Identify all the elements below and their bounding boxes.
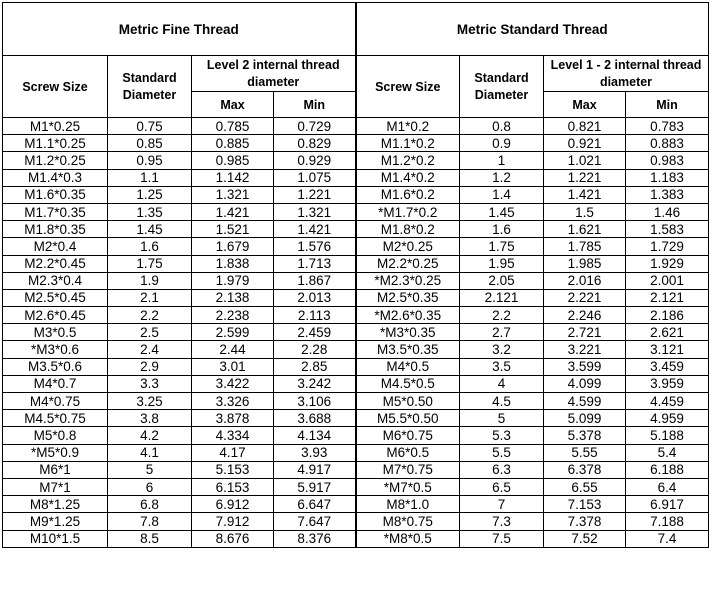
fine-min-cell: 6.647 xyxy=(274,496,356,513)
fine-screw-size-cell: M1.6*0.35 xyxy=(3,186,108,203)
standard-standard-diameter-cell: 7.3 xyxy=(460,513,544,530)
fine-screw-size-cell: M1.8*0.35 xyxy=(3,221,108,238)
standard-max-cell: 7.153 xyxy=(544,496,626,513)
standard-standard-diameter-cell: 1.45 xyxy=(460,203,544,220)
fine-screw-size-cell: M2.2*0.45 xyxy=(3,255,108,272)
standard-standard-diameter-cell: 5.3 xyxy=(460,427,544,444)
fine-standard-diameter-cell: 6.8 xyxy=(108,496,192,513)
fine-min-cell: 1.421 xyxy=(274,221,356,238)
fine-standard-diameter-cell: 4.2 xyxy=(108,427,192,444)
fine-max-cell: 4.334 xyxy=(192,427,274,444)
table-row xyxy=(3,255,709,272)
table-row xyxy=(3,118,709,135)
fine-screw-size-cell: M4*0.75 xyxy=(3,393,108,410)
standard-max-cell: 6.55 xyxy=(544,478,626,495)
header-row-1 xyxy=(3,56,709,92)
standard-standard-diameter-cell: 2.121 xyxy=(460,289,544,306)
title-row xyxy=(3,3,709,56)
table-row xyxy=(3,375,709,392)
table-row xyxy=(3,427,709,444)
table-body xyxy=(3,118,709,548)
standard-min-cell: 7.188 xyxy=(626,513,709,530)
fine-min-cell: 1.867 xyxy=(274,272,356,289)
table-row xyxy=(3,324,709,341)
fine-internal-diameter-header: Level 2 internal thread diameter xyxy=(192,56,356,92)
fine-screw-size-cell: M1.4*0.3 xyxy=(3,169,108,186)
table-row xyxy=(3,289,709,306)
fine-screw-size-cell: M10*1.5 xyxy=(3,530,108,547)
standard-min-cell: 1.46 xyxy=(626,203,709,220)
table-row xyxy=(3,496,709,513)
standard-screw-size-cell: M4.5*0.5 xyxy=(356,375,460,392)
standard-screw-size-cell: *M8*0.5 xyxy=(356,530,460,547)
table-row xyxy=(3,221,709,238)
fine-min-cell: 2.013 xyxy=(274,289,356,306)
standard-screw-size-cell: M1.1*0.2 xyxy=(356,135,460,152)
standard-screw-size-cell: M3.5*0.35 xyxy=(356,341,460,358)
fine-min-cell: 4.134 xyxy=(274,427,356,444)
fine-standard-diameter-cell: 0.95 xyxy=(108,152,192,169)
fine-max-cell: 1.142 xyxy=(192,169,274,186)
fine-max-cell: 2.138 xyxy=(192,289,274,306)
standard-screw-size-cell: M5*0.50 xyxy=(356,393,460,410)
standard-max-cell: 1.021 xyxy=(544,152,626,169)
standard-standard-diameter-cell: 4.5 xyxy=(460,393,544,410)
fine-standard-diameter-cell: 7.8 xyxy=(108,513,192,530)
fine-min-cell: 0.729 xyxy=(274,118,356,135)
standard-max-cell: 5.099 xyxy=(544,410,626,427)
standard-standard-diameter-cell: 4 xyxy=(460,375,544,392)
table-row xyxy=(3,135,709,152)
fine-standard-diameter-cell: 1.35 xyxy=(108,203,192,220)
standard-screw-size-cell: M2.5*0.35 xyxy=(356,289,460,306)
fine-standard-diameter-cell: 1.45 xyxy=(108,221,192,238)
fine-max-cell: 1.679 xyxy=(192,238,274,255)
standard-min-cell: 1.383 xyxy=(626,186,709,203)
fine-min-cell: 3.106 xyxy=(274,393,356,410)
standard-internal-diameter-header: Level 1 - 2 internal thread diameter xyxy=(544,56,709,92)
fine-min-cell: 3.93 xyxy=(274,444,356,461)
standard-min-cell: 1.583 xyxy=(626,221,709,238)
standard-max-cell: 3.221 xyxy=(544,341,626,358)
standard-screw-size-cell: M8*0.75 xyxy=(356,513,460,530)
table-row xyxy=(3,513,709,530)
table-row xyxy=(3,152,709,169)
standard-standard-diameter-cell: 1 xyxy=(460,152,544,169)
fine-screw-size-cell: M4*0.7 xyxy=(3,375,108,392)
standard-screw-size-cell: M2*0.25 xyxy=(356,238,460,255)
fine-max-cell: 1.979 xyxy=(192,272,274,289)
standard-max-cell: 2.246 xyxy=(544,307,626,324)
fine-standard-diameter-cell: 4.1 xyxy=(108,444,192,461)
fine-max-cell: 1.421 xyxy=(192,203,274,220)
standard-standard-diameter-cell: 3.2 xyxy=(460,341,544,358)
table-row xyxy=(3,444,709,461)
fine-screw-size-cell: M6*1 xyxy=(3,461,108,478)
standard-standard-diameter-cell: 2.05 xyxy=(460,272,544,289)
standard-min-cell: 6.917 xyxy=(626,496,709,513)
table-row xyxy=(3,461,709,478)
fine-screw-size-cell: M3.5*0.6 xyxy=(3,358,108,375)
fine-min-cell: 1.075 xyxy=(274,169,356,186)
fine-min-cell: 2.85 xyxy=(274,358,356,375)
standard-standard-diameter-cell: 5.5 xyxy=(460,444,544,461)
standard-screw-size-cell: M7*0.75 xyxy=(356,461,460,478)
standard-min-cell: 2.001 xyxy=(626,272,709,289)
standard-max-cell: 6.378 xyxy=(544,461,626,478)
standard-max-cell: 4.599 xyxy=(544,393,626,410)
fine-max-cell: 4.17 xyxy=(192,444,274,461)
fine-min-cell: 1.221 xyxy=(274,186,356,203)
standard-min-cell: 7.4 xyxy=(626,530,709,547)
standard-max-cell: 7.52 xyxy=(544,530,626,547)
standard-max-header: Max xyxy=(544,92,626,118)
standard-max-cell: 0.821 xyxy=(544,118,626,135)
fine-min-cell: 0.829 xyxy=(274,135,356,152)
standard-screw-size-cell: M2.2*0.25 xyxy=(356,255,460,272)
fine-standard-diameter-header: Standard Diameter xyxy=(108,56,192,118)
table-row xyxy=(3,186,709,203)
standard-max-cell: 1.5 xyxy=(544,203,626,220)
fine-min-cell: 1.576 xyxy=(274,238,356,255)
fine-screw-size-cell: M8*1.25 xyxy=(3,496,108,513)
standard-screw-size-cell: M4*0.5 xyxy=(356,358,460,375)
fine-standard-diameter-cell: 2.5 xyxy=(108,324,192,341)
standard-max-cell: 2.221 xyxy=(544,289,626,306)
standard-min-cell: 5.4 xyxy=(626,444,709,461)
table-row xyxy=(3,393,709,410)
standard-max-cell: 1.985 xyxy=(544,255,626,272)
fine-max-cell: 2.599 xyxy=(192,324,274,341)
fine-min-cell: 4.917 xyxy=(274,461,356,478)
fine-max-cell: 0.985 xyxy=(192,152,274,169)
fine-min-cell: 5.917 xyxy=(274,478,356,495)
fine-min-cell: 3.242 xyxy=(274,375,356,392)
standard-max-cell: 3.599 xyxy=(544,358,626,375)
standard-standard-diameter-cell: 2.2 xyxy=(460,307,544,324)
fine-standard-diameter-cell: 2.2 xyxy=(108,307,192,324)
fine-max-cell: 6.153 xyxy=(192,478,274,495)
fine-standard-diameter-cell: 1.25 xyxy=(108,186,192,203)
standard-screw-size-cell: *M1.7*0.2 xyxy=(356,203,460,220)
fine-standard-diameter-cell: 2.1 xyxy=(108,289,192,306)
fine-min-cell: 1.321 xyxy=(274,203,356,220)
standard-screw-size-cell: M1.8*0.2 xyxy=(356,221,460,238)
fine-standard-diameter-cell: 1.6 xyxy=(108,238,192,255)
standard-min-header: Min xyxy=(626,92,709,118)
fine-screw-size-cell: M1*0.25 xyxy=(3,118,108,135)
standard-min-cell: 0.783 xyxy=(626,118,709,135)
fine-max-cell: 1.838 xyxy=(192,255,274,272)
fine-standard-diameter-cell: 5 xyxy=(108,461,192,478)
standard-screw-size-cell: *M2.6*0.35 xyxy=(356,307,460,324)
table-row xyxy=(3,478,709,495)
fine-max-cell: 3.01 xyxy=(192,358,274,375)
table-row xyxy=(3,410,709,427)
fine-min-cell: 8.376 xyxy=(274,530,356,547)
fine-min-cell: 7.647 xyxy=(274,513,356,530)
fine-max-cell: 8.676 xyxy=(192,530,274,547)
fine-max-cell: 6.912 xyxy=(192,496,274,513)
standard-screw-size-cell: M1*0.2 xyxy=(356,118,460,135)
fine-standard-diameter-cell: 6 xyxy=(108,478,192,495)
standard-max-cell: 7.378 xyxy=(544,513,626,530)
standard-min-cell: 1.729 xyxy=(626,238,709,255)
standard-min-cell: 2.186 xyxy=(626,307,709,324)
standard-screw-size-cell: M6*0.75 xyxy=(356,427,460,444)
fine-standard-diameter-cell: 0.85 xyxy=(108,135,192,152)
fine-screw-size-cell: M1.2*0.25 xyxy=(3,152,108,169)
standard-standard-diameter-cell: 5 xyxy=(460,410,544,427)
fine-standard-diameter-cell: 1.75 xyxy=(108,255,192,272)
standard-min-cell: 6.188 xyxy=(626,461,709,478)
fine-screw-size-cell: M9*1.25 xyxy=(3,513,108,530)
standard-min-cell: 2.121 xyxy=(626,289,709,306)
fine-min-cell: 2.459 xyxy=(274,324,356,341)
fine-screw-size-cell: M2*0.4 xyxy=(3,238,108,255)
standard-max-cell: 1.221 xyxy=(544,169,626,186)
table-row xyxy=(3,530,709,547)
standard-screw-size-cell: M1.2*0.2 xyxy=(356,152,460,169)
table-row xyxy=(3,307,709,324)
standard-screw-size-cell: M5.5*0.50 xyxy=(356,410,460,427)
standard-standard-diameter-cell: 1.4 xyxy=(460,186,544,203)
fine-screw-size-cell: M7*1 xyxy=(3,478,108,495)
standard-standard-diameter-cell: 1.6 xyxy=(460,221,544,238)
standard-min-cell: 4.459 xyxy=(626,393,709,410)
fine-screw-size-cell: M2.3*0.4 xyxy=(3,272,108,289)
fine-screw-size-cell: M2.6*0.45 xyxy=(3,307,108,324)
fine-max-cell: 3.326 xyxy=(192,393,274,410)
fine-max-cell: 0.885 xyxy=(192,135,274,152)
fine-max-cell: 7.912 xyxy=(192,513,274,530)
standard-min-cell: 2.621 xyxy=(626,324,709,341)
standard-min-cell: 3.121 xyxy=(626,341,709,358)
standard-screw-size-header: Screw Size xyxy=(356,56,460,118)
fine-standard-diameter-cell: 2.9 xyxy=(108,358,192,375)
standard-max-cell: 1.421 xyxy=(544,186,626,203)
standard-min-cell: 5.188 xyxy=(626,427,709,444)
fine-min-cell: 3.688 xyxy=(274,410,356,427)
fine-screw-size-cell: M4.5*0.75 xyxy=(3,410,108,427)
fine-min-header: Min xyxy=(274,92,356,118)
standard-min-cell: 6.4 xyxy=(626,478,709,495)
fine-standard-diameter-cell: 1.1 xyxy=(108,169,192,186)
table-row xyxy=(3,169,709,186)
standard-standard-diameter-cell: 6.3 xyxy=(460,461,544,478)
standard-standard-diameter-cell: 2.7 xyxy=(460,324,544,341)
fine-standard-diameter-cell: 1.9 xyxy=(108,272,192,289)
standard-max-cell: 2.016 xyxy=(544,272,626,289)
standard-standard-diameter-cell: 1.95 xyxy=(460,255,544,272)
table-row xyxy=(3,272,709,289)
fine-max-cell: 1.321 xyxy=(192,186,274,203)
fine-standard-diameter-cell: 2.4 xyxy=(108,341,192,358)
standard-min-cell: 0.883 xyxy=(626,135,709,152)
fine-screw-size-header: Screw Size xyxy=(3,56,108,118)
standard-screw-size-cell: M8*1.0 xyxy=(356,496,460,513)
fine-standard-diameter-cell: 3.3 xyxy=(108,375,192,392)
table-row xyxy=(3,358,709,375)
fine-max-cell: 1.521 xyxy=(192,221,274,238)
fine-screw-size-cell: M5*0.8 xyxy=(3,427,108,444)
standard-min-cell: 4.959 xyxy=(626,410,709,427)
standard-standard-diameter-cell: 7 xyxy=(460,496,544,513)
standard-screw-size-cell: M6*0.5 xyxy=(356,444,460,461)
table-row xyxy=(3,238,709,255)
fine-standard-diameter-cell: 8.5 xyxy=(108,530,192,547)
standard-screw-size-cell: M1.4*0.2 xyxy=(356,169,460,186)
standard-thread-title: Metric Standard Thread xyxy=(356,3,709,56)
fine-thread-title: Metric Fine Thread xyxy=(3,3,356,56)
standard-min-cell: 0.983 xyxy=(626,152,709,169)
fine-min-cell: 2.113 xyxy=(274,307,356,324)
fine-screw-size-cell: *M3*0.6 xyxy=(3,341,108,358)
standard-screw-size-cell: *M3*0.35 xyxy=(356,324,460,341)
standard-standard-diameter-cell: 1.75 xyxy=(460,238,544,255)
standard-max-cell: 1.621 xyxy=(544,221,626,238)
standard-min-cell: 3.459 xyxy=(626,358,709,375)
standard-screw-size-cell: *M2.3*0.25 xyxy=(356,272,460,289)
standard-max-cell: 1.785 xyxy=(544,238,626,255)
standard-standard-diameter-cell: 7.5 xyxy=(460,530,544,547)
standard-standard-diameter-cell: 6.5 xyxy=(460,478,544,495)
fine-min-cell: 2.28 xyxy=(274,341,356,358)
standard-max-cell: 5.378 xyxy=(544,427,626,444)
standard-min-cell: 3.959 xyxy=(626,375,709,392)
standard-screw-size-cell: *M7*0.5 xyxy=(356,478,460,495)
standard-standard-diameter-cell: 0.9 xyxy=(460,135,544,152)
fine-screw-size-cell: M1.7*0.35 xyxy=(3,203,108,220)
table-row xyxy=(3,203,709,220)
standard-min-cell: 1.929 xyxy=(626,255,709,272)
fine-max-cell: 5.153 xyxy=(192,461,274,478)
table-row xyxy=(3,341,709,358)
fine-max-header: Max xyxy=(192,92,274,118)
fine-max-cell: 2.238 xyxy=(192,307,274,324)
standard-min-cell: 1.183 xyxy=(626,169,709,186)
standard-max-cell: 0.921 xyxy=(544,135,626,152)
standard-max-cell: 4.099 xyxy=(544,375,626,392)
fine-standard-diameter-cell: 3.25 xyxy=(108,393,192,410)
standard-max-cell: 2.721 xyxy=(544,324,626,341)
standard-standard-diameter-cell: 1.2 xyxy=(460,169,544,186)
standard-standard-diameter-cell: 0.8 xyxy=(460,118,544,135)
fine-screw-size-cell: *M5*0.9 xyxy=(3,444,108,461)
fine-min-cell: 0.929 xyxy=(274,152,356,169)
standard-standard-diameter-header: Standard Diameter xyxy=(460,56,544,118)
fine-standard-diameter-cell: 0.75 xyxy=(108,118,192,135)
fine-screw-size-cell: M1.1*0.25 xyxy=(3,135,108,152)
standard-screw-size-cell: M1.6*0.2 xyxy=(356,186,460,203)
fine-screw-size-cell: M2.5*0.45 xyxy=(3,289,108,306)
fine-standard-diameter-cell: 3.8 xyxy=(108,410,192,427)
standard-standard-diameter-cell: 3.5 xyxy=(460,358,544,375)
fine-screw-size-cell: M3*0.5 xyxy=(3,324,108,341)
fine-max-cell: 0.785 xyxy=(192,118,274,135)
fine-min-cell: 1.713 xyxy=(274,255,356,272)
fine-max-cell: 3.878 xyxy=(192,410,274,427)
fine-max-cell: 2.44 xyxy=(192,341,274,358)
fine-max-cell: 3.422 xyxy=(192,375,274,392)
thread-table xyxy=(2,2,709,548)
standard-max-cell: 5.55 xyxy=(544,444,626,461)
